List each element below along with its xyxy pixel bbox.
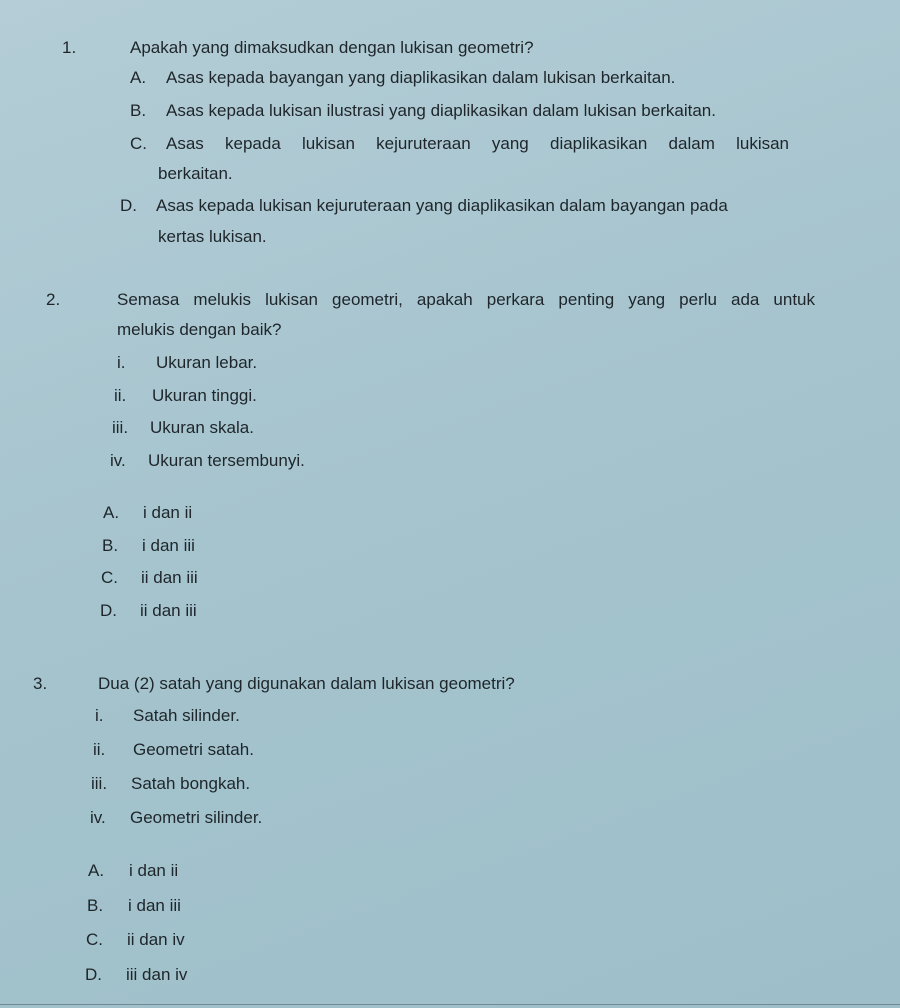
statement-text: Satah silinder. [133, 706, 240, 725]
statement-number: ii. [93, 740, 106, 759]
option-text: ii dan iii [140, 601, 197, 620]
question-number: 2. [46, 290, 61, 309]
statement-text: Ukuran skala. [150, 418, 254, 437]
statement-text: Ukuran lebar. [156, 353, 258, 372]
option-text-continued: berkaitan. [158, 164, 233, 183]
question-number: 1. [62, 38, 77, 57]
statement-number: ii. [114, 386, 127, 405]
option-letter: D. [120, 196, 137, 215]
page-edge-divider [0, 1004, 900, 1005]
option-text: i dan iii [128, 896, 181, 915]
option-text: ii dan iv [127, 930, 185, 949]
option-text: iii dan iv [126, 965, 188, 984]
statement-text: Satah bongkah. [131, 774, 251, 793]
option-letter: C. [101, 568, 118, 587]
option-letter: D. [100, 601, 117, 620]
statement-number: iv. [110, 451, 126, 470]
option-letter: C. [86, 930, 103, 949]
statement-text: Ukuran tersembunyi. [148, 451, 305, 470]
option-text: Asas kepada bayangan yang diaplikasikan dalam lukisan berkaitan. [166, 68, 676, 87]
option-letter: A. [103, 503, 120, 522]
question-text: Semasa melukis lukisan geometri, apakah perkara penting yang perlu ada untuk [117, 290, 815, 309]
question-text: Dua (2) satah yang digunakan dalam lukisan geometri? [98, 674, 515, 693]
statement-text: Geometri satah. [133, 740, 254, 759]
option-letter: B. [102, 536, 119, 555]
statement-text: Ukuran tinggi. [152, 386, 257, 405]
question-text-continued: melukis dengan baik? [117, 320, 282, 339]
statement-number: iii. [91, 774, 108, 793]
option-letter: A. [88, 861, 105, 880]
option-text: ii dan iii [141, 568, 198, 587]
option-text: i dan iii [142, 536, 195, 555]
option-letter: C. [130, 134, 147, 153]
option-text: Asas kepada lukisan kejuruteraan yang diaplikasikan dalam lukisan [166, 134, 789, 153]
question-text: Apakah yang dimaksudkan dengan lukisan geometri? [130, 38, 534, 57]
statement-text: Geometri silinder. [130, 808, 263, 827]
option-text: i dan ii [143, 503, 193, 522]
option-text-continued: kertas lukisan. [158, 227, 267, 246]
statement-number: i. [117, 353, 126, 372]
option-text: Asas kepada lukisan kejuruteraan yang diaplikasikan dalam bayangan pada [156, 196, 728, 215]
statement-number: iii. [112, 418, 129, 437]
option-letter: A. [130, 68, 147, 87]
statement-number: iv. [90, 808, 106, 827]
option-letter: D. [85, 965, 102, 984]
option-letter: B. [130, 101, 147, 120]
question-number: 3. [33, 674, 48, 693]
option-text: Asas kepada lukisan ilustrasi yang diaplikasikan dalam lukisan berkaitan. [166, 101, 716, 120]
statement-number: i. [95, 706, 104, 725]
option-letter: B. [87, 896, 104, 915]
option-text: i dan ii [129, 861, 179, 880]
